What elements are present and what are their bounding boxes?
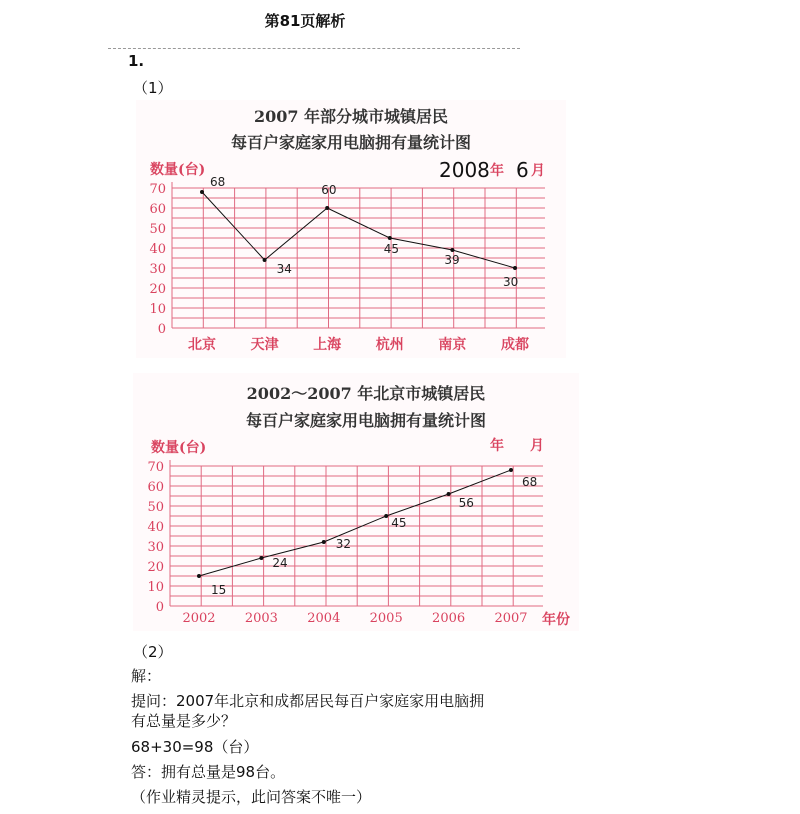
chart-1-title-line1: 2007 年部分城市城镇居民	[253, 107, 449, 126]
solution-label: 解：	[131, 667, 162, 685]
data-label: 60	[321, 183, 337, 197]
data-point	[450, 248, 454, 252]
data-point	[388, 236, 392, 240]
y-tick-label: 50	[147, 500, 164, 515]
data-point	[384, 514, 388, 518]
chart-2-title-line1: 2002～2007 年北京市城镇居民	[246, 384, 486, 403]
x-tick-label: 南京	[438, 337, 467, 353]
part-2-label: （2）	[133, 643, 173, 661]
y-tick-label: 30	[149, 262, 166, 277]
chart-1-grid	[172, 182, 545, 328]
y-tick-label: 40	[149, 242, 166, 257]
solution-question-line2: 有总量是多少？	[131, 712, 237, 730]
chart-2-x-ticks	[182, 611, 527, 626]
data-point	[200, 190, 204, 194]
data-label: 30	[503, 275, 519, 289]
y-tick-label: 10	[147, 580, 164, 595]
data-point	[263, 258, 267, 262]
y-tick-label: 20	[149, 282, 166, 297]
data-label: 68	[210, 175, 226, 189]
x-tick-label: 2002	[182, 611, 216, 626]
chart-beijing-computers	[133, 373, 579, 631]
chart-2-series	[197, 468, 537, 597]
y-tick-label: 60	[147, 480, 164, 495]
data-point	[513, 266, 517, 270]
y-tick-label: 0	[157, 322, 166, 337]
data-label: 32	[335, 537, 352, 551]
x-tick-label: 2004	[307, 611, 341, 626]
data-label: 56	[458, 496, 474, 510]
data-point	[259, 556, 263, 560]
data-label: 45	[391, 516, 407, 530]
chart-1-title-line2: 每百户家庭家用电脑拥有量统计图	[230, 133, 472, 152]
chart-1-ylabel: 数量(台)	[150, 162, 206, 178]
y-tick-label: 0	[155, 600, 164, 615]
x-tick-label: 2005	[369, 611, 403, 626]
divider	[108, 48, 520, 49]
data-label: 15	[211, 583, 227, 597]
chart-2-title-line2: 每百户家庭家用电脑拥有量统计图	[245, 411, 487, 430]
chart-2-ylabel: 数量(台)	[151, 440, 207, 456]
chart-1-x-ticks	[188, 336, 529, 353]
y-tick-label: 70	[147, 460, 164, 475]
page-title: 第81页解析	[264, 12, 346, 30]
x-tick-label: 天津	[250, 337, 279, 353]
x-tick-label: 2007	[494, 611, 528, 626]
chart-2-xlabel: 年份	[542, 612, 570, 628]
data-point	[325, 206, 329, 210]
chart-1-date-year: 2008	[439, 158, 490, 182]
chart-2-y-ticks	[147, 460, 164, 615]
chart-1-date-year-unit: 年	[490, 163, 504, 179]
series-line	[202, 192, 515, 268]
x-tick-label: 2006	[432, 611, 466, 626]
data-label: 34	[276, 262, 292, 276]
data-point	[447, 492, 451, 496]
data-point	[509, 468, 513, 472]
chart-1-y-ticks	[149, 182, 166, 337]
y-tick-label: 70	[149, 182, 166, 197]
solution-note: （作业精灵提示，此问答案不唯一）	[131, 788, 372, 806]
data-label: 24	[272, 556, 288, 570]
y-tick-label: 40	[147, 520, 164, 535]
question-number: 1.	[128, 52, 145, 70]
data-label: 68	[522, 475, 538, 489]
x-tick-label: 杭州	[375, 337, 404, 353]
chart-1-date-month: 6	[516, 158, 529, 182]
data-point	[322, 540, 326, 544]
y-tick-label: 10	[149, 302, 166, 317]
x-tick-label: 北京	[188, 337, 216, 353]
x-tick-label: 上海	[313, 337, 342, 353]
y-tick-label: 30	[147, 540, 164, 555]
x-tick-label: 成都	[501, 337, 529, 353]
chart-2-date-month-unit: 月	[530, 438, 544, 454]
data-label: 45	[383, 242, 400, 256]
data-point	[197, 574, 201, 578]
y-tick-label: 50	[149, 222, 166, 237]
data-label: 39	[444, 253, 460, 267]
solution-answer: 答：拥有总量是98台。	[131, 763, 286, 781]
chart-1-date-month-unit: 月	[531, 163, 545, 179]
y-tick-label: 60	[149, 202, 166, 217]
y-tick-label: 20	[147, 560, 164, 575]
chart-1-series	[200, 175, 518, 289]
chart-city-computers	[136, 100, 566, 358]
solution-equation: 68+30=98（台）	[131, 738, 259, 756]
chart-2-date-year-unit: 年	[490, 438, 504, 454]
x-tick-label: 2003	[244, 611, 278, 626]
part-1-label: （1）	[133, 79, 173, 97]
solution-question-line1: 提问：2007年北京和成都居民每百户家庭家用电脑拥	[131, 692, 485, 710]
